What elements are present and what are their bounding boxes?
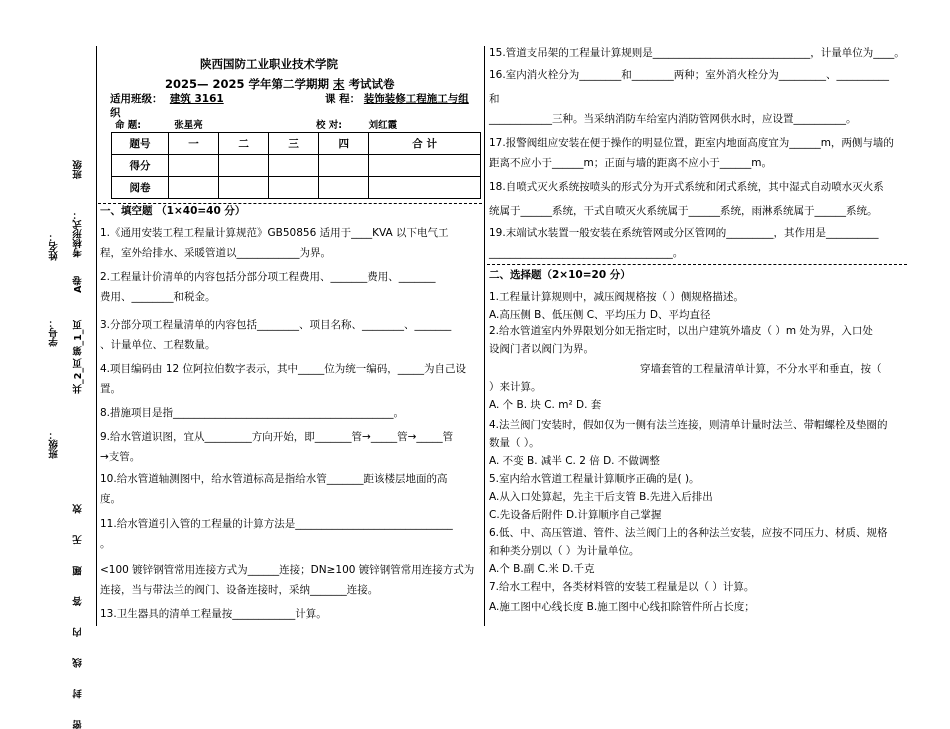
course-row: 课 程： 装饰装修工程施工与组 [325, 93, 469, 105]
question-line: 4.项目编码由 12 位阿拉伯数字表示，其中_____位为统一编码，_____为自己设 [100, 363, 467, 375]
section-divider-right [487, 264, 907, 265]
grader-cell[interactable] [219, 177, 269, 199]
question-line: 19.末端试水装置一般安装在系统管网或分区管网的_________，其作用是__________ [489, 227, 879, 239]
question-line: 17.报警阀组应安装在便于操作的明显位置，距室内地面高度宜为______m，两侧与墙的 [489, 137, 894, 149]
question-line: →支管。 [100, 451, 141, 463]
name-label: 姓名： [49, 232, 60, 261]
course-wrap: 织 [110, 107, 121, 119]
score-header-cell: 四 [319, 133, 369, 155]
score-header-cell: 题号 [112, 133, 169, 155]
grader-row [112, 177, 481, 199]
question-line: 18.自喷式灭火系统按喷头的形式分为开式系统和闭式系统，其中湿式自动喷水灭火系 [489, 181, 884, 193]
seal-notice: 密 封 线 内 答 题 无 效 [73, 495, 84, 729]
class-label-top: 班级 [73, 160, 84, 179]
question-line: A.施工图中心线长度 B.施工图中心线扣除管件所占长度； [489, 601, 755, 613]
question-line: 度。 [100, 493, 121, 505]
score-header-cell: 三 [269, 133, 319, 155]
score-cell[interactable] [169, 155, 219, 177]
author-row: 命 题: 张星亮 [115, 120, 203, 131]
score-cell[interactable] [269, 155, 319, 177]
score-cell[interactable] [219, 155, 269, 177]
student-id-label: 学号： [49, 318, 60, 347]
grader-cell[interactable] [319, 177, 369, 199]
question-line: <100 镀锌钢管常用连接方式为______连接；DN≥100 镀锌钢管常用连接方式为 [100, 564, 475, 576]
score-header-cell: 合 计 [369, 133, 481, 155]
question-line: A.个 B.副 C.米 D.千克 [489, 563, 595, 575]
class-label: 班级： [49, 430, 60, 459]
question-line: 16.室内消火栓分为________和________两种；室外消火栓分为_________、__________ [489, 69, 889, 81]
question-line: 连接，当与带法兰的阀门、设备连接时，采纳_______连接。 [100, 584, 379, 596]
question-line: A.从入口处算起，先主干后支管 B.先进入后排出 [489, 491, 713, 503]
question-line: 费用、________和税金。 [100, 291, 216, 303]
exam-form-label: 考核形式： [73, 210, 84, 258]
score-cell[interactable] [369, 155, 481, 177]
question-line: ）来计算。 [489, 381, 542, 393]
question-line: 5.室内给水管道工程量计算顺序正确的是( )。 [489, 473, 700, 485]
score-table [111, 132, 481, 199]
question-line: A.高压侧 B、低压侧 C、平均压力 D、平均直径 [489, 309, 711, 321]
checker-row: 校 对: 刘红霞 [316, 120, 398, 131]
question-line: 1.《通用安装工程工程量计算规范》GB50856 适用于____KVA 以下电气工 [100, 227, 449, 239]
question-line: A. 不变 B. 减半 C. 2 倍 D. 不做调整 [489, 455, 660, 467]
school-title: 陕西国防工业职业技术学院 [200, 57, 338, 71]
question-line: 4.法兰阀门安装时，假如仅为一侧有法兰连接，则清单计量时法兰、带帽螺栓及垫圈的 [489, 419, 888, 431]
question-line: 2.工程量计价清单的内容包括分部分项工程费用、_______费用、_______ [100, 271, 436, 283]
question-line: 程，室外给排水、采暖管道以____________为界。 [100, 247, 331, 259]
score-row-label: 得分 [112, 155, 169, 177]
section-divider [98, 203, 482, 204]
page-count-label: 共_2_页 第_1_页 [73, 320, 84, 394]
question-line: 和 [489, 93, 500, 105]
question-line: 和种类分别以（ ）为计量单位。 [489, 545, 640, 557]
question-line: 9.给水管道识图，宜从_________方向开始，即_______管→_____管→_____管 [100, 431, 454, 443]
question-line: 6.低、中、高压管道、管件、法兰阀门上的各种法兰安装，应按不同压力、材质、规格 [489, 527, 888, 539]
paper-label: A卷 [73, 276, 84, 293]
question-line: 7.给水工程中，各类材料管的安装工程量是以（ ）计算。 [489, 581, 755, 593]
question-line: ___________________________________。 [489, 247, 684, 259]
question-line: 3.分部分项工程量清单的内容包括________、项目名称、________、_______ [100, 319, 452, 331]
score-header-cell: 一 [169, 133, 219, 155]
question-line: 2.给水管道室内外界限划分如无指定时，以出户建筑外墙皮（ ）m 处为界，入口处 [489, 325, 873, 337]
question-line: 1.工程量计算规则中，减压阀规格按（ ）侧规格描述。 [489, 291, 744, 303]
score-cell[interactable] [319, 155, 369, 177]
question-line: ____________三种。当采纳消防车给室内消防管网供水时，应设置__________。 [489, 113, 857, 125]
question-line: 15.管道支吊架的工程量计算规则是______________________________，计量单位为____。 [489, 47, 905, 59]
question-line: C.先设备后附件 D.计算顺序自己掌握 [489, 509, 662, 521]
question-line: 11.给水管道引入管的工程量的计算方法是______________________________ [100, 518, 453, 530]
grader-cell[interactable] [369, 177, 481, 199]
question-line: 13.卫生器具的清单工程量按____________计算。 [100, 608, 327, 620]
score-row [112, 155, 481, 177]
question-line: 10.给水管道轴测图中，给水管道标高是指给水管_______距该楼层地面的高 [100, 473, 448, 485]
question-line: 穿墙套管的工程量清单计算，不分水平和垂直，按（ [640, 363, 882, 375]
question-line: 、计量单位、工程数量。 [100, 339, 216, 351]
question-line: 。 [100, 538, 111, 550]
question-line: 数量（ ）。 [489, 437, 540, 449]
grader-cell[interactable] [269, 177, 319, 199]
score-header-cell: 二 [219, 133, 269, 155]
section-choice: 二、选择题（2×10=20 分） [489, 269, 631, 281]
question-line: 8.措施项目是指__________________________________________。 [100, 407, 405, 419]
question-line: 设阀门者以阀门为界。 [489, 343, 594, 355]
grader-cell[interactable] [169, 177, 219, 199]
column-divider [484, 46, 485, 626]
question-line: 统属于______系统，干式自喷灭火系统属于______系统，雨淋系统属于______系统。 [489, 205, 878, 217]
binding-line [96, 46, 97, 626]
grader-row-label: 阅卷 [112, 177, 169, 199]
question-line: 距离不应小于______m；正面与墙的距离不应小于______m。 [489, 157, 772, 169]
class-row: 适用班级： 建筑 3161 [110, 93, 224, 105]
question-line: A. 个 B. 块 C. m² D. 套 [489, 399, 602, 411]
term-title: 2025— 2025 学年第二学期期 末 考试试卷 [165, 77, 395, 91]
question-line: 置。 [100, 383, 121, 395]
section-fill-blank: 一、填空题 （1×40=40 分） [100, 205, 246, 217]
score-header-row [112, 133, 481, 155]
